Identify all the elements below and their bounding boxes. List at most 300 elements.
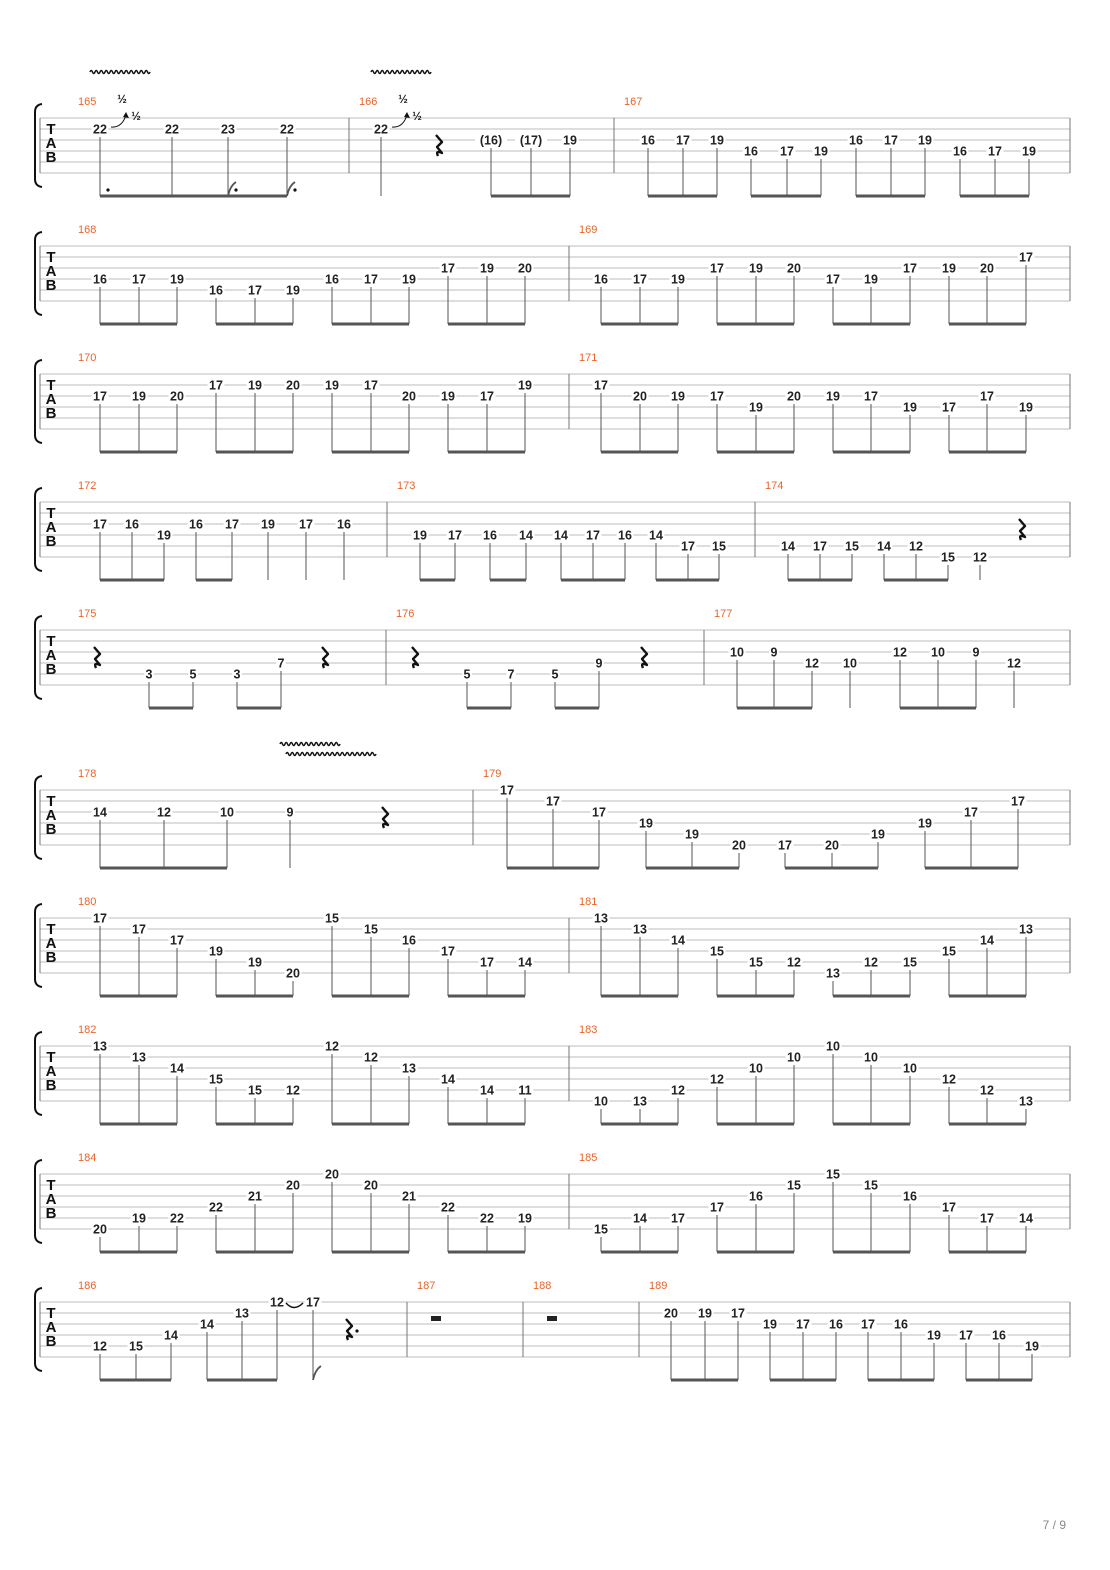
fret-number: 14 (200, 1317, 214, 1332)
fret-number: 13 (93, 1039, 107, 1054)
fret-number: 14 (441, 1072, 455, 1087)
fret-number: 16 (189, 517, 203, 532)
fret-number: 3 (233, 667, 241, 682)
tab-clef-letter: A (45, 263, 57, 280)
bend-release: ½ (412, 111, 422, 123)
fret-number: 19 (749, 400, 763, 415)
fret-number: 14 (877, 539, 891, 554)
fret-number: 20 (170, 389, 184, 404)
fret-number: 19 (248, 955, 262, 970)
fret-number: 20 (518, 261, 532, 276)
tab-system (35, 352, 1070, 452)
tab-clef-letter: T (46, 921, 56, 938)
fret-number: 17 (959, 1328, 973, 1343)
fret-number: 16 (992, 1328, 1006, 1343)
fret-number: 13 (235, 1306, 249, 1321)
note-flag (313, 1366, 321, 1380)
measure-number: 172 (78, 480, 97, 492)
bend-arrowhead (404, 112, 410, 118)
note-dot (234, 188, 237, 191)
tab-clef-letter: T (46, 793, 56, 810)
fret-number: 19 (402, 272, 416, 287)
measure-number: 181 (579, 896, 598, 908)
fret-number: 22 (480, 1211, 494, 1226)
fret-number: 9 (286, 805, 294, 820)
fret-number: 17 (864, 389, 878, 404)
fret-number: 17 (225, 517, 239, 532)
fret-number: 16 (337, 517, 351, 532)
fret-number: 17 (681, 539, 695, 554)
fret-number: 14 (1019, 1211, 1033, 1226)
fret-number: 16 (749, 1189, 763, 1204)
fret-number: 12 (1007, 656, 1021, 671)
tab-clef-letter: B (45, 1333, 57, 1350)
fret-number: 17 (480, 955, 494, 970)
fret-number: 20 (732, 838, 746, 853)
measure-number: 178 (78, 768, 97, 780)
fret-number: 14 (518, 955, 532, 970)
fret-number: 19 (132, 389, 146, 404)
fret-number: 9 (595, 656, 603, 671)
fret-number: 19 (710, 133, 724, 148)
system-bracket (35, 776, 42, 859)
tab-system (35, 1024, 1070, 1124)
fret-number: 20 (787, 389, 801, 404)
tab-clef-letter: B (45, 661, 57, 678)
measure-number: 173 (397, 480, 416, 492)
fret-number: 16 (125, 517, 139, 532)
measure-number: 171 (579, 352, 598, 364)
system-bracket (35, 616, 42, 699)
quarter-rest (436, 135, 442, 156)
measure-number: 176 (396, 608, 415, 620)
fret-number: 17 (710, 389, 724, 404)
fret-number: 14 (633, 1211, 647, 1226)
measure-number: 186 (78, 1280, 97, 1292)
fret-number: 17 (710, 261, 724, 276)
fret-number: 12 (973, 550, 987, 565)
system-bracket (35, 488, 42, 571)
fret-number: 17 (248, 283, 262, 298)
system-bracket (35, 232, 42, 315)
fret-number: 17 (306, 1295, 320, 1310)
system-bracket (35, 904, 42, 987)
fret-number: 15 (710, 944, 724, 959)
fret-number: 15 (826, 1167, 840, 1182)
tab-clef-letter: B (45, 533, 57, 550)
fret-number: 17 (364, 378, 378, 393)
quarter-rest (346, 1319, 352, 1340)
fret-number: 9 (972, 645, 980, 660)
fret-number: 20 (787, 261, 801, 276)
fret-number: 19 (698, 1306, 712, 1321)
fret-number: 17 (942, 400, 956, 415)
fret-number: 20 (364, 1178, 378, 1193)
fret-number: 16 (483, 528, 497, 543)
fret-number: 7 (277, 656, 285, 671)
tab-clef-letter: A (45, 807, 57, 824)
bend-amount: ½ (398, 94, 408, 106)
fret-number: 20 (286, 1178, 300, 1193)
fret-number: 10 (220, 805, 234, 820)
fret-number: 15 (864, 1178, 878, 1193)
measure-number: 182 (78, 1024, 97, 1036)
fret-number: 21 (402, 1189, 416, 1204)
fret-number: 17 (132, 272, 146, 287)
fret-number: 22 (209, 1200, 223, 1215)
tab-clef-letter: T (46, 1305, 56, 1322)
fret-number: 17 (964, 805, 978, 820)
fret-number: 17 (299, 517, 313, 532)
fret-number: 17 (980, 1211, 994, 1226)
fret-number: 15 (325, 911, 339, 926)
tab-clef-letter: A (45, 935, 57, 952)
fret-number: 19 (248, 378, 262, 393)
fret-number: 10 (594, 1094, 608, 1109)
fret-number: 16 (402, 933, 416, 948)
measure-number: 169 (579, 224, 598, 236)
fret-number: 19 (1019, 400, 1033, 415)
fret-number: 22 (93, 122, 107, 137)
tab-clef-letter: A (45, 647, 57, 664)
fret-number: 15 (903, 955, 917, 970)
tab-clef-letter: T (46, 377, 56, 394)
fret-number: 17 (592, 805, 606, 820)
fret-number: 17 (884, 133, 898, 148)
fret-number: 19 (1025, 1339, 1039, 1354)
fret-number: 14 (980, 933, 994, 948)
measure-number: 187 (417, 1280, 436, 1292)
fret-number: 17 (500, 783, 514, 798)
measure-number: 174 (765, 480, 784, 492)
quarter-rest (412, 647, 418, 668)
fret-number: 22 (374, 122, 388, 137)
fret-number: 15 (209, 1072, 223, 1087)
fret-number: 15 (845, 539, 859, 554)
quarter-rest (382, 807, 388, 828)
fret-number: 20 (325, 1167, 339, 1182)
fret-number: 10 (903, 1061, 917, 1076)
fret-number: 17 (93, 911, 107, 926)
fret-number: 10 (730, 645, 744, 660)
tab-clef-letter: B (45, 821, 57, 838)
tab-clef-letter: T (46, 1177, 56, 1194)
fret-number: 12 (671, 1083, 685, 1098)
fret-number: 14 (480, 1083, 494, 1098)
fret-number: 19 (814, 144, 828, 159)
fret-number: 10 (864, 1050, 878, 1065)
measure-number: 170 (78, 352, 97, 364)
fret-number: 19 (157, 528, 171, 543)
fret-number: 19 (480, 261, 494, 276)
tab-system (35, 896, 1070, 996)
fret-number: 17 (813, 539, 827, 554)
fret-number: 19 (261, 517, 275, 532)
fret-number: 20 (633, 389, 647, 404)
fret-number: 15 (787, 1178, 801, 1193)
fret-number: 10 (749, 1061, 763, 1076)
tab-clef-letter: T (46, 633, 56, 650)
measure-number: 167 (624, 96, 643, 108)
fret-number: 9 (770, 645, 778, 660)
page-number: 7 / 9 (1042, 1518, 1066, 1532)
fret-number: 19 (563, 133, 577, 148)
measure-number: 165 (78, 96, 97, 108)
fret-number: 19 (639, 816, 653, 831)
fret-number: 13 (1019, 922, 1033, 937)
fret-number: 17 (676, 133, 690, 148)
system-bracket (35, 360, 42, 443)
fret-number: 12 (980, 1083, 994, 1098)
fret-number: 12 (805, 656, 819, 671)
fret-number: 19 (763, 1317, 777, 1332)
fret-number: 19 (749, 261, 763, 276)
fret-number: 17 (441, 944, 455, 959)
tab-clef-letter: B (45, 949, 57, 966)
fret-number: 17 (826, 272, 840, 287)
fret-number: 16 (849, 133, 863, 148)
fret-number: 20 (664, 1306, 678, 1321)
fret-number: 19 (518, 378, 532, 393)
fret-number: 21 (248, 1189, 262, 1204)
system-bracket (35, 1288, 42, 1371)
note-dot (293, 188, 296, 191)
tab-clef-letter: B (45, 1077, 57, 1094)
fret-number: 17 (480, 389, 494, 404)
tab-clef-letter: A (45, 1191, 57, 1208)
fret-number: 19 (441, 389, 455, 404)
tab-clef-letter: T (46, 121, 56, 138)
quarter-rest (641, 647, 647, 668)
fret-number: 12 (710, 1072, 724, 1087)
fret-number: 12 (325, 1039, 339, 1054)
tab-clef-letter: T (46, 1049, 56, 1066)
tab-system (35, 480, 1070, 580)
fret-number: 19 (671, 389, 685, 404)
measure-number: 179 (483, 768, 502, 780)
fret-number: 12 (364, 1050, 378, 1065)
fret-number: 19 (918, 133, 932, 148)
tab-system (35, 71, 1070, 197)
fret-number: 14 (170, 1061, 184, 1076)
half-rest (547, 1316, 557, 1321)
fret-number: 12 (909, 539, 923, 554)
fret-number: 17 (1011, 794, 1025, 809)
quarter-rest (94, 647, 100, 668)
fret-number: 14 (649, 528, 663, 543)
fret-number: 16 (953, 144, 967, 159)
fret-number: 19 (826, 389, 840, 404)
measure-number: 166 (359, 96, 378, 108)
system-bracket (35, 1160, 42, 1243)
fret-number: 19 (918, 816, 932, 831)
measure-number: 175 (78, 608, 97, 620)
fret-number: 16 (93, 272, 107, 287)
half-rest (431, 1316, 441, 1321)
fret-number: 13 (633, 1094, 647, 1109)
bend-arrowhead (123, 112, 129, 118)
fret-number: 15 (594, 1222, 608, 1237)
fret-number: 15 (712, 539, 726, 554)
fret-number: 13 (132, 1050, 146, 1065)
fret-number: 17 (448, 528, 462, 543)
fret-number: 5 (189, 667, 197, 682)
fret-number: 14 (93, 805, 107, 820)
legato-slur (286, 1303, 303, 1308)
fret-number: 13 (1019, 1094, 1033, 1109)
fret-number: 15 (749, 955, 763, 970)
rest-dot (355, 1329, 358, 1332)
fret-number: 20 (286, 378, 300, 393)
fret-number: 17 (861, 1317, 875, 1332)
tab-system (35, 1280, 1070, 1380)
fret-number: 13 (826, 966, 840, 981)
fret-number: 17 (93, 517, 107, 532)
fret-number: 17 (170, 933, 184, 948)
fret-number: 11 (518, 1083, 532, 1098)
fret-number: 17 (780, 144, 794, 159)
note-dot (106, 188, 109, 191)
fret-number: 15 (248, 1083, 262, 1098)
fret-number: 17 (731, 1306, 745, 1321)
fret-number: 15 (129, 1339, 143, 1354)
vibrato-mark (371, 71, 431, 74)
vibrato-mark (90, 71, 150, 74)
measure-number: 185 (579, 1152, 598, 1164)
fret-number: 12 (270, 1295, 284, 1310)
fret-number: 16 (903, 1189, 917, 1204)
fret-number: 19 (518, 1211, 532, 1226)
fret-number: 15 (364, 922, 378, 937)
tab-clef-letter: A (45, 519, 57, 536)
fret-number: (17) (519, 133, 543, 148)
bend-amount: ½ (117, 94, 127, 106)
fret-number: 10 (826, 1039, 840, 1054)
fret-number: 16 (325, 272, 339, 287)
fret-number: 17 (546, 794, 560, 809)
fret-number: 17 (93, 389, 107, 404)
fret-number: 17 (633, 272, 647, 287)
fret-number: 10 (931, 645, 945, 660)
quarter-rest (1019, 519, 1025, 540)
fret-number: 17 (586, 528, 600, 543)
fret-number: 5 (463, 667, 471, 682)
fret-number: 17 (209, 378, 223, 393)
fret-number: 12 (93, 1339, 107, 1354)
fret-number: 19 (942, 261, 956, 276)
fret-number: 3 (145, 667, 153, 682)
fret-number: 16 (894, 1317, 908, 1332)
fret-number: 10 (843, 656, 857, 671)
fret-number: 12 (893, 645, 907, 660)
fret-number: 19 (325, 378, 339, 393)
fret-number: 20 (93, 1222, 107, 1237)
fret-number: 12 (942, 1072, 956, 1087)
fret-number: 19 (903, 400, 917, 415)
fret-number: 17 (441, 261, 455, 276)
measure-number: 180 (78, 896, 97, 908)
measure-number: 168 (78, 224, 97, 236)
vibrato-mark (286, 753, 376, 756)
fret-number: 12 (787, 955, 801, 970)
fret-number: 20 (825, 838, 839, 853)
fret-number: 16 (594, 272, 608, 287)
fret-number: 19 (864, 272, 878, 287)
fret-number: 19 (413, 528, 427, 543)
tab-system (35, 1152, 1070, 1252)
fret-number: 17 (942, 1200, 956, 1215)
fret-number: 17 (1019, 250, 1033, 265)
tab-clef-letter: T (46, 505, 56, 522)
fret-number: 17 (778, 838, 792, 853)
system-bracket (35, 1032, 42, 1115)
tab-clef-letter: A (45, 1063, 57, 1080)
fret-number: 13 (633, 922, 647, 937)
fret-number: 17 (980, 389, 994, 404)
fret-number: 17 (671, 1211, 685, 1226)
fret-number: 10 (787, 1050, 801, 1065)
measure-number: 183 (579, 1024, 598, 1036)
fret-number: 17 (903, 261, 917, 276)
tab-clef-letter: B (45, 1205, 57, 1222)
measure-number: 184 (78, 1152, 97, 1164)
tab-system (35, 743, 1070, 869)
fret-number: 14 (781, 539, 795, 554)
tab-system (35, 608, 1070, 708)
fret-number: 17 (132, 922, 146, 937)
measure-number: 188 (533, 1280, 552, 1292)
tab-clef-letter: A (45, 135, 57, 152)
fret-number: 14 (671, 933, 685, 948)
fret-number: 19 (286, 283, 300, 298)
fret-number: 22 (280, 122, 294, 137)
fret-number: 17 (364, 272, 378, 287)
tab-clef-letter: B (45, 277, 57, 294)
fret-number: 17 (796, 1317, 810, 1332)
fret-number: 12 (286, 1083, 300, 1098)
system-bracket (35, 104, 42, 187)
fret-number: 16 (829, 1317, 843, 1332)
fret-number: 19 (685, 827, 699, 842)
fret-number: 23 (221, 122, 235, 137)
fret-number: 16 (618, 528, 632, 543)
fret-number: 7 (507, 667, 515, 682)
tab-clef-letter: T (46, 249, 56, 266)
fret-number: 19 (927, 1328, 941, 1343)
fret-number: 14 (164, 1328, 178, 1343)
fret-number: 20 (402, 389, 416, 404)
fret-number: 19 (132, 1211, 146, 1226)
fret-number: 15 (942, 944, 956, 959)
tab-clef-letter: A (45, 1319, 57, 1336)
fret-number: 19 (1022, 144, 1036, 159)
fret-number: 19 (209, 944, 223, 959)
tab-system (35, 224, 1070, 324)
fret-number: 22 (170, 1211, 184, 1226)
quarter-rest (322, 647, 328, 668)
measure-number: 189 (649, 1280, 668, 1292)
fret-number: 20 (286, 966, 300, 981)
fret-number: 19 (671, 272, 685, 287)
fret-number: 17 (710, 1200, 724, 1215)
fret-number: 12 (864, 955, 878, 970)
fret-number: 14 (554, 528, 568, 543)
fret-number: 19 (170, 272, 184, 287)
vibrato-mark (280, 743, 340, 746)
fret-number: 12 (157, 805, 171, 820)
fret-number: 13 (402, 1061, 416, 1076)
fret-number: 17 (594, 378, 608, 393)
